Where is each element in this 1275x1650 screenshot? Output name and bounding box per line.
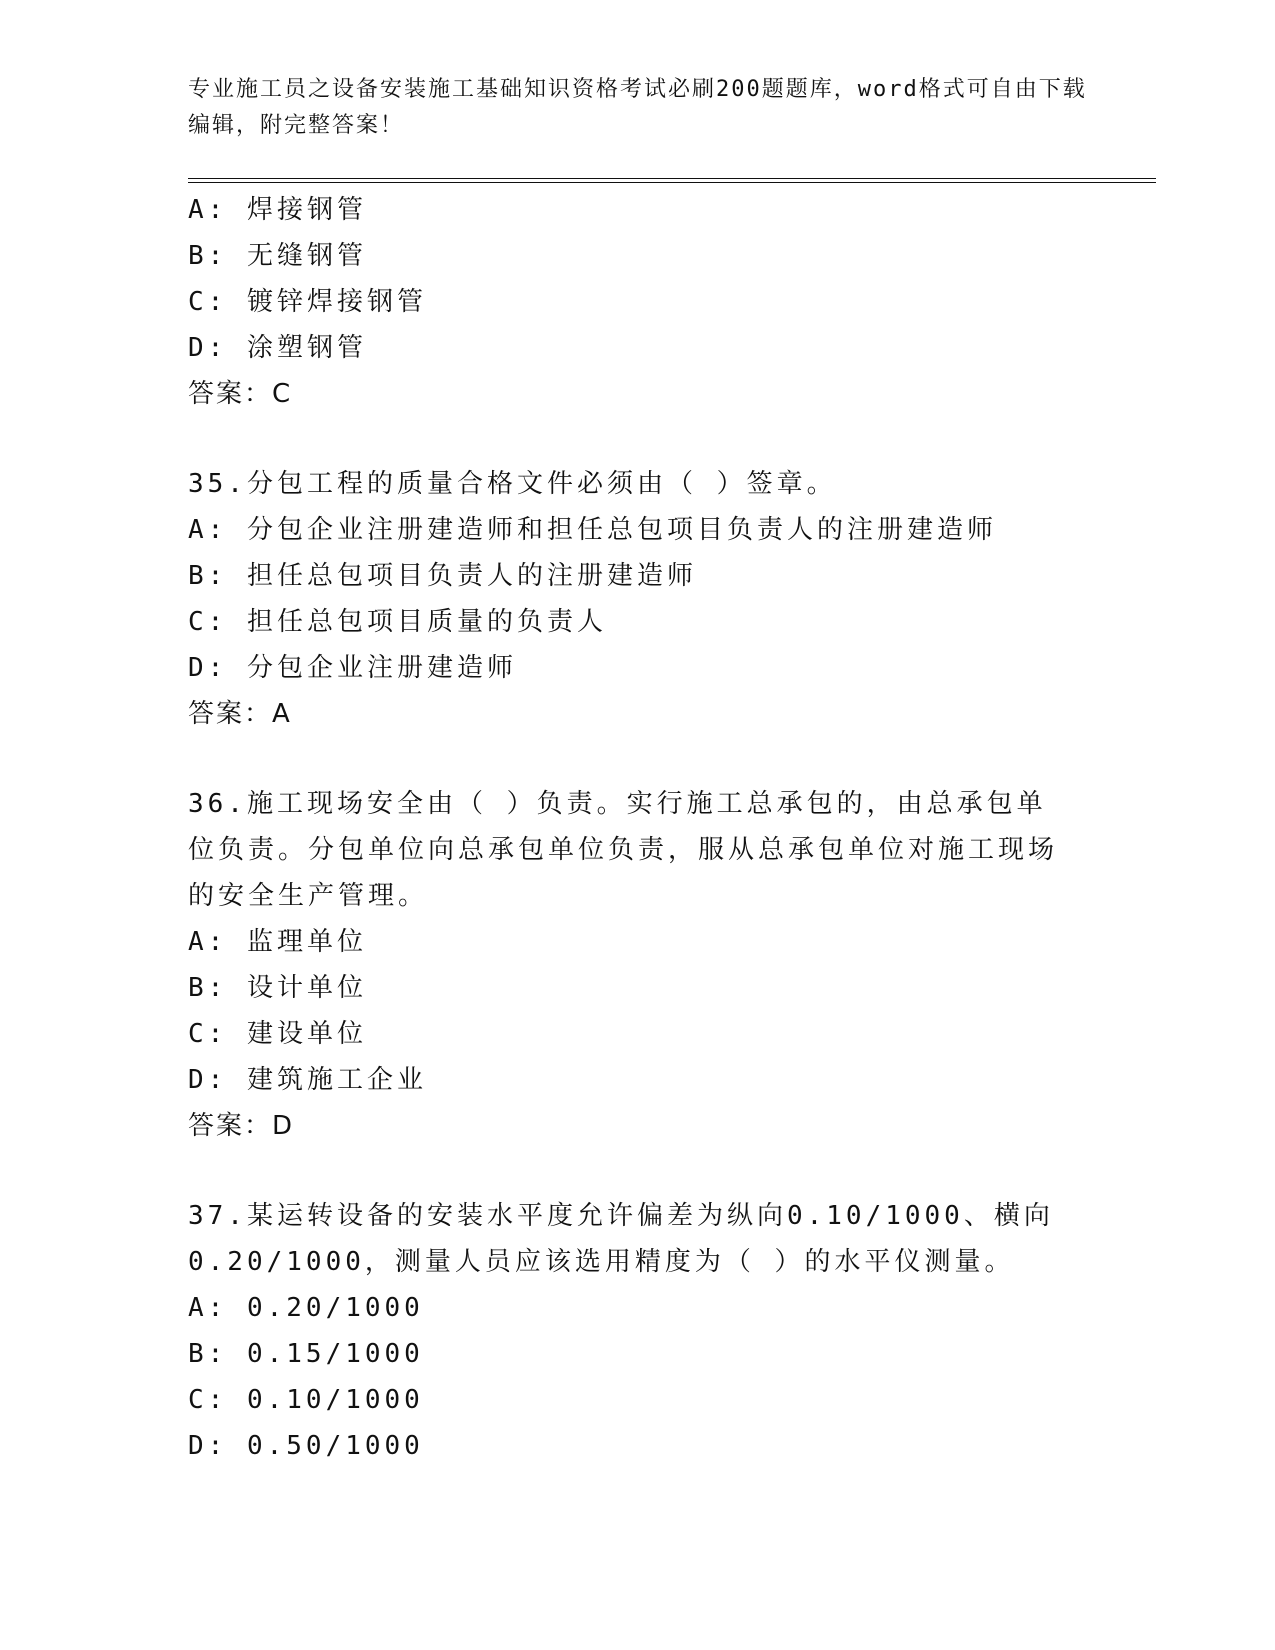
option-a: A: 分包企业注册建造师和担任总包项目负责人的注册建造师 [188, 515, 997, 545]
option-b: B: 设计单位 [188, 973, 367, 1003]
question-block [188, 781, 1088, 1149]
option-d: D: 涂塑钢管 [188, 333, 367, 363]
option-c: C: 镀锌焊接钢管 [188, 287, 427, 317]
question-block [188, 187, 1088, 417]
block-spacer [188, 417, 1088, 461]
question-text: 37.某运转设备的安装水平度允许偏差为纵向0.10/1000、横向0.20/1000，测量人员应该选用精度为（ ）的水平仪测量。 [188, 1201, 1054, 1277]
document-header: 专业施工员之设备安装施工基础知识资格考试必刷200题题库，word格式可自由下载编辑，附完整答案！ [188, 77, 1087, 138]
option-c: C: 担任总包项目质量的负责人 [188, 607, 607, 637]
answer-line: 答案：C [188, 379, 293, 409]
option-a: A: 0.20/1000 [188, 1293, 424, 1323]
option-d: D: 0.50/1000 [188, 1431, 424, 1461]
header-divider [188, 182, 1156, 183]
option-b: B: 0.15/1000 [188, 1339, 424, 1369]
question-block [188, 461, 1088, 737]
question-block [188, 1193, 1088, 1469]
answer-line: 答案：A [188, 699, 292, 729]
option-d: D: 分包企业注册建造师 [188, 653, 517, 683]
option-b: B: 无缝钢管 [188, 241, 367, 271]
option-b: B: 担任总包项目负责人的注册建造师 [188, 561, 697, 591]
header-divider [188, 178, 1156, 179]
block-spacer [188, 737, 1088, 781]
option-a: A: 焊接钢管 [188, 195, 367, 225]
block-spacer [188, 1149, 1088, 1193]
question-list [188, 187, 1088, 1469]
option-a: A: 监理单位 [188, 927, 367, 957]
option-c: C: 建设单位 [188, 1019, 367, 1049]
option-d: D: 建筑施工企业 [188, 1065, 427, 1095]
question-text: 35.分包工程的质量合格文件必须由（ ）签章。 [188, 469, 837, 499]
question-text: 36.施工现场安全由（ ）负责。实行施工总承包的，由总承包单位负责。分包单位向总承包单位负责，服从总承包单位对施工现场的安全生产管理。 [188, 789, 1059, 911]
answer-line: 答案：D [188, 1111, 295, 1141]
option-c: C: 0.10/1000 [188, 1385, 424, 1415]
